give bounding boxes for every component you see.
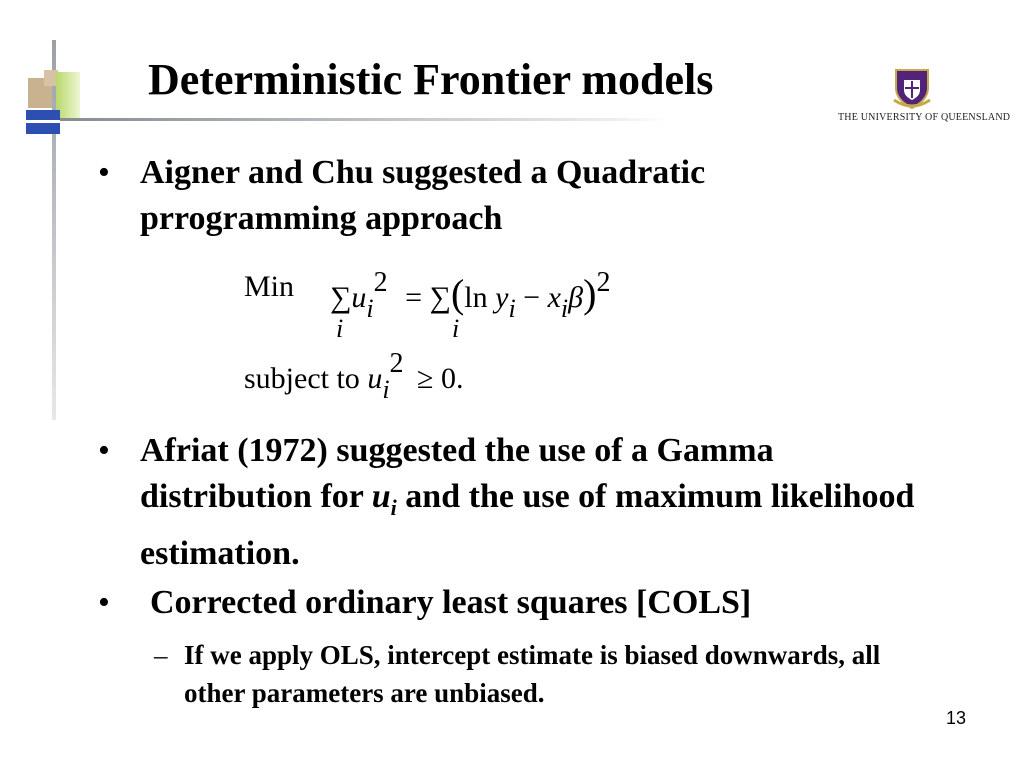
eq-left-paren: ( <box>450 271 465 316</box>
eq-paren-square: 2 <box>596 267 611 298</box>
bullet-cols <box>98 580 930 626</box>
eq-sum-symbol-2: ∑ <box>429 281 451 314</box>
bullet-dot: • <box>98 432 110 469</box>
decorative-horizontal-line <box>30 118 670 121</box>
bullet-var-subscript: i <box>390 494 397 520</box>
bullet-text-post: and the use of maximum likelihood estimation. <box>140 478 915 572</box>
sub-bullet-ols <box>154 636 904 712</box>
eq-minus: − <box>523 281 541 314</box>
eq-subject-to: subject to <box>244 362 360 395</box>
eq-beta: β <box>568 281 584 314</box>
bullet-afriat <box>98 428 920 577</box>
university-crest-icon <box>890 66 934 110</box>
eq-sum-index-2: i <box>452 314 460 343</box>
sub-bullet-dash: – <box>154 640 168 670</box>
eq-right-paren: ) <box>583 271 597 316</box>
eq-u2-square: 2 <box>389 348 404 379</box>
bullet-text-pre: Afriat (1972) suggested the use of a Gamma distribution for <box>140 432 774 515</box>
eq-equals: = <box>405 281 423 314</box>
eq-u-subscript: i <box>366 294 374 323</box>
eq-y-subscript: i <box>508 294 516 323</box>
eq-u: u <box>351 281 367 314</box>
eq-u-square: 2 <box>373 267 388 298</box>
eq-ln: ln <box>464 281 488 314</box>
eq-min-label: Min <box>244 270 295 303</box>
decorative-blue-stripe <box>26 120 60 123</box>
bullet-text: Corrected ordinary least squares [COLS] <box>150 584 752 621</box>
eq-sum-index-1: i <box>336 314 344 343</box>
slide-title: Deterministic Frontier models <box>148 55 714 104</box>
page-number: 13 <box>945 708 966 728</box>
equation-min <box>244 270 294 304</box>
equation-lhs <box>330 267 611 323</box>
eq-u2-subscript: i <box>382 375 390 404</box>
bullet-text: Aigner and Chu suggested a Quadratic prrogramming approach <box>140 154 706 237</box>
bullet-var-u: u <box>371 478 391 515</box>
eq-zero: 0. <box>441 362 464 395</box>
eq-x: x <box>547 281 561 314</box>
university-name: THE UNIVERSITY OF QUEENSLAND <box>838 112 1011 123</box>
eq-y: y <box>495 281 509 314</box>
bullet-dot: • <box>98 154 110 191</box>
equation-constraint <box>244 348 464 404</box>
eq-geq: ≥ <box>417 362 434 395</box>
bullet-aigner-chu <box>98 150 840 242</box>
sub-bullet-text: If we apply OLS, intercept estimate is biased downwards, all other parameters are unbiased. <box>184 640 881 708</box>
eq-sum-symbol: ∑ <box>330 281 352 314</box>
bullet-dot: • <box>98 584 110 621</box>
eq-x-subscript: i <box>560 294 569 323</box>
eq-u-2: u <box>367 362 383 395</box>
